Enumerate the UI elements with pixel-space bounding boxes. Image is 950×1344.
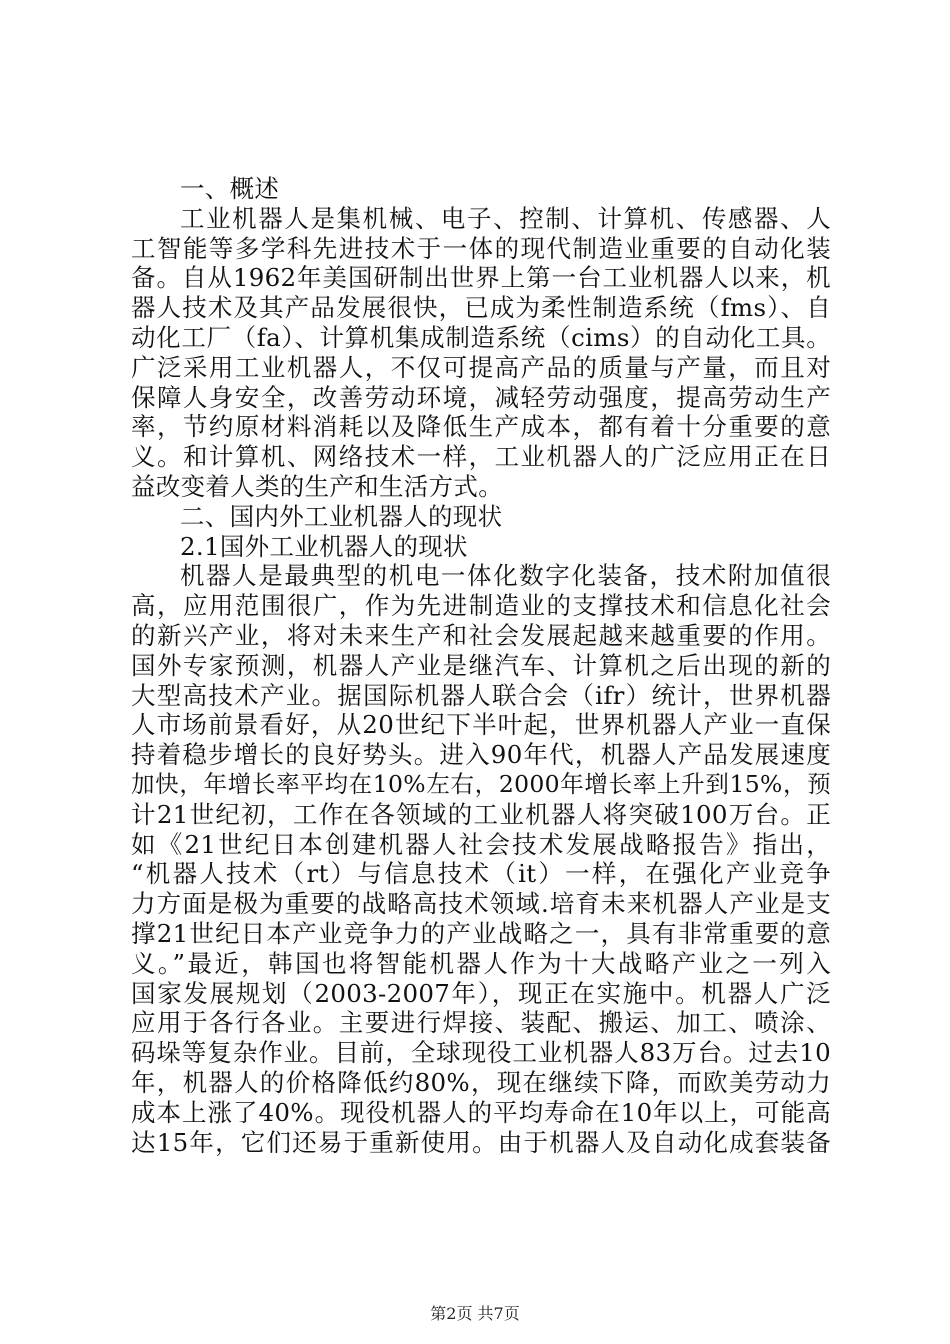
text-line: 广泛采用工业机器人，不仅可提高产品的质量与产量，而且对 <box>131 352 831 382</box>
text-line: 国外专家预测，机器人产业是继汽车、计算机之后出现的新的 <box>131 650 831 680</box>
text-line: 年，机器人的价格降低约80%，现在继续下降，而欧美劳动力 <box>131 1067 831 1097</box>
text-line: 器人技术及其产品发展很快，已成为柔性制造系统（fms）、自 <box>131 293 831 323</box>
text-line: 应用于各行各业。主要进行焊接、装配、搬运、加工、喷涂、 <box>131 1008 831 1038</box>
text-line: 动化工厂（fa）、计算机集成制造系统（cims）的自动化工具。 <box>131 322 831 352</box>
text-line: 计21世纪初，工作在各领域的工业机器人将突破100万台。正 <box>131 799 831 829</box>
text-line: 义。”最近，韩国也将智能机器人作为十大战略产业之一列入 <box>131 948 831 978</box>
text-line: 的新兴产业，将对未来生产和社会发展起越来越重要的作用。 <box>131 620 831 650</box>
text-line: 保障人身安全，改善劳动环境，减轻劳动强度，提高劳动生产 <box>131 382 831 412</box>
text-line: 益改变着人类的生产和生活方式。 <box>131 471 503 501</box>
text-line: 率，节约原材料消耗以及降低生产成本，都有着十分重要的意 <box>131 412 831 442</box>
text-line: 如《21世纪日本创建机器人社会技术发展战略报告》指出， <box>131 829 831 859</box>
text-line: 码垛等复杂作业。目前，全球现役工业机器人83万台。过去10 <box>131 1038 831 1068</box>
text-line: 大型高技术产业。据国际机器人联合会（ifr）统计，世界机器 <box>131 680 831 710</box>
text-line: “机器人技术（rt）与信息技术（it）一样，在强化产业竞争 <box>131 859 831 889</box>
text-line: 达15年，它们还易于重新使用。由于机器人及自动化成套装备 <box>131 1127 831 1157</box>
text-line: 工智能等多学科先进技术于一体的现代制造业重要的自动化装 <box>131 233 831 263</box>
text-line: 国家发展规划（2003-2007年），现正在实施中。机器人广泛 <box>131 978 831 1008</box>
text-line: 撑21世纪日本产业竞争力的产业战略之一，具有非常重要的意 <box>131 918 831 948</box>
text-line: 工业机器人是集机械、电子、控制、计算机、传感器、人 <box>180 203 831 233</box>
document-body <box>131 174 831 1157</box>
page-footer: 第2页 共7页 <box>430 1304 520 1323</box>
text-line: 高，应用范围很广，作为先进制造业的支撑技术和信息化社会 <box>131 591 831 621</box>
text-line: 人市场前景看好，从20世纪下半叶起，世界机器人产业一直保 <box>131 710 831 740</box>
section-heading: 二、国内外工业机器人的现状 <box>180 501 503 531</box>
section-heading: 一、概述 <box>180 174 280 203</box>
text-line: 机器人是最典型的机电一体化数字化装备，技术附加值很 <box>180 561 831 591</box>
text-line: 力方面是极为重要的战略高技术领域.培育未来机器人产业是支 <box>131 889 831 919</box>
text-line: 加快，年增长率平均在10%左右，2000年增长率上升到15%，预 <box>131 769 831 798</box>
section-heading: 2.1国外工业机器人的现状 <box>180 531 468 561</box>
text-line: 备。自从1962年美国研制出世界上第一台工业机器人以来，机 <box>131 263 831 293</box>
text-line: 义。和计算机、网络技术一样，工业机器人的广泛应用正在日 <box>131 442 831 472</box>
text-line: 成本上涨了40%。现役机器人的平均寿命在10年以上，可能高 <box>131 1097 831 1127</box>
text-line: 持着稳步增长的良好势头。进入90年代，机器人产品发展速度 <box>131 740 831 770</box>
